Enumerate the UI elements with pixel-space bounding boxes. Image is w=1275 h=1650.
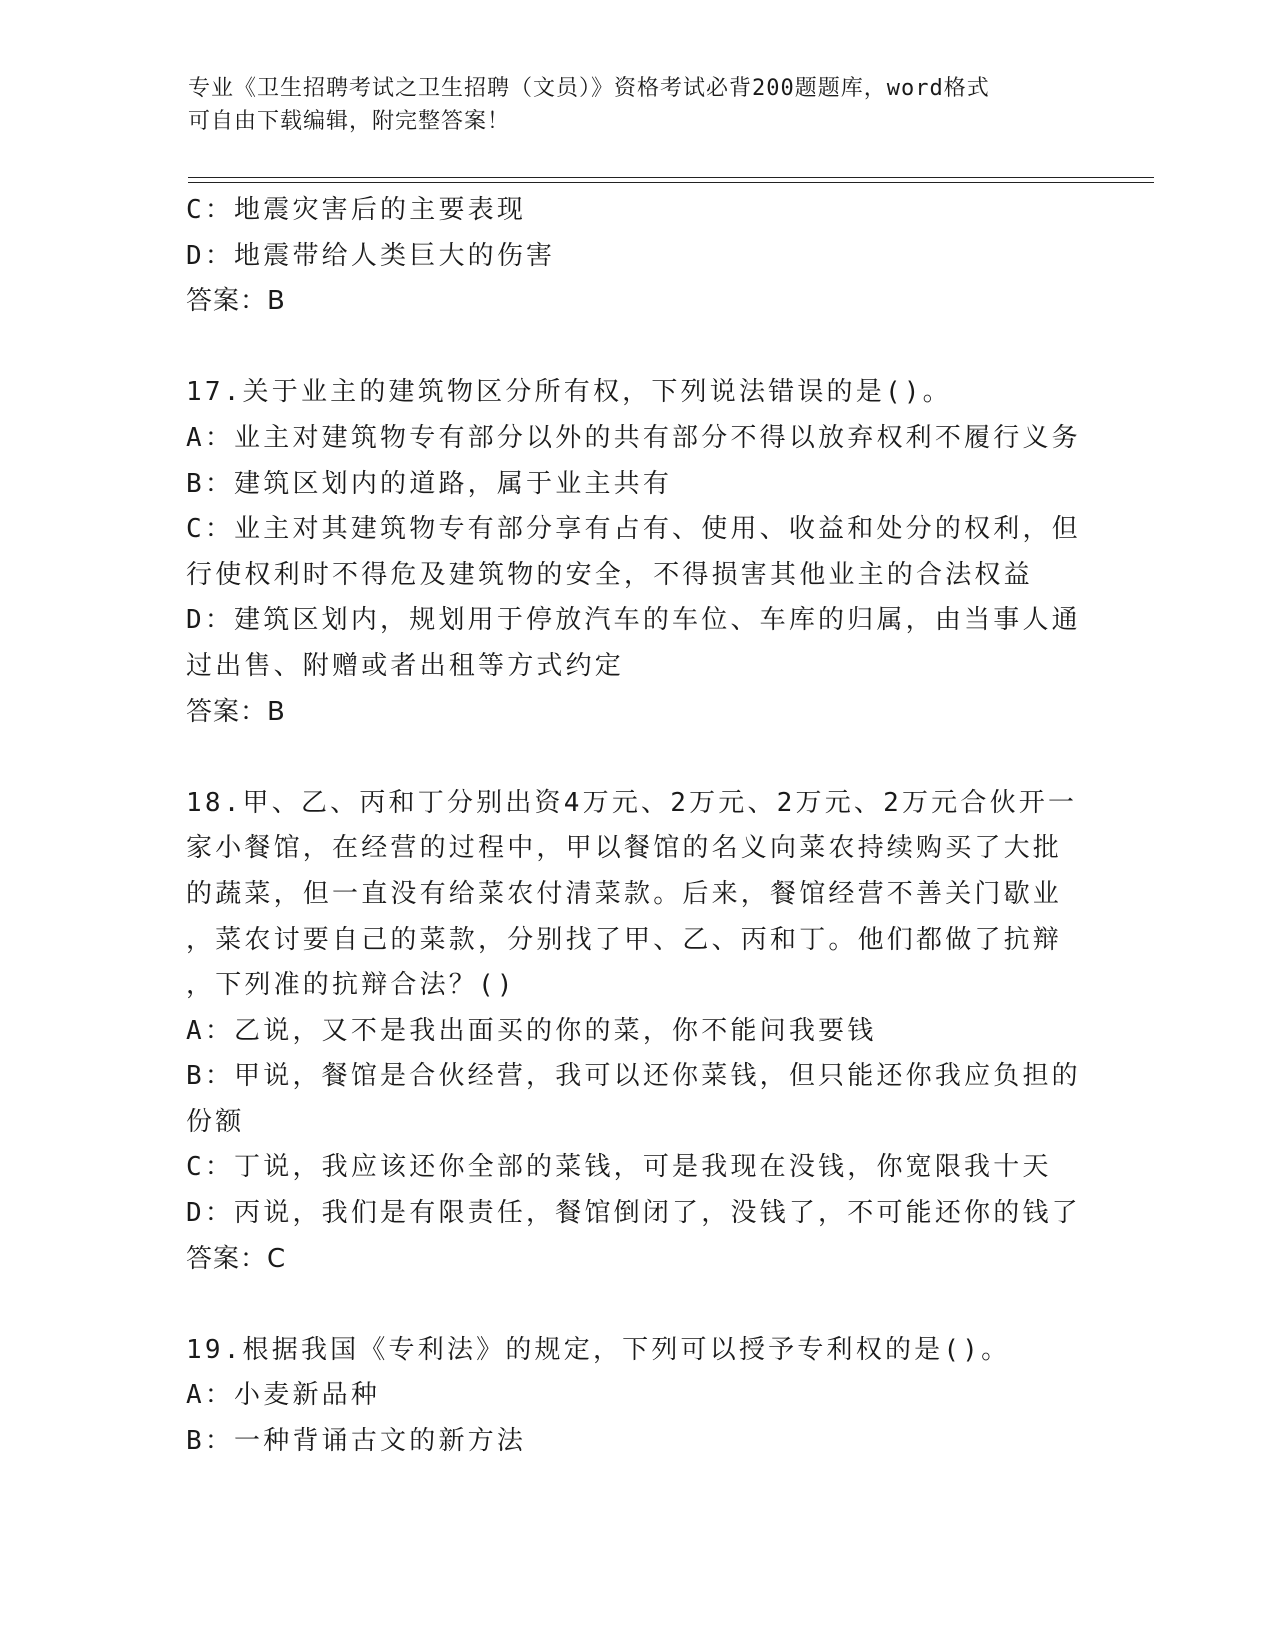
spacer <box>186 735 1086 781</box>
question-18-stem: 18.甲、乙、丙和丁分别出资4万元、2万元、2万元、2万元合伙开一 <box>186 787 1078 818</box>
spacer <box>186 325 1086 371</box>
question-19-option-a: A：小麦新品种 <box>186 1380 381 1411</box>
header-line-2: 可自由下载编辑，附完整答案！ <box>188 109 511 134</box>
option-c: C：地震灾害后的主要表现 <box>186 195 527 225</box>
spacer <box>186 1282 1086 1328</box>
question-18-stem-cont: 的蔬菜，但一直没有给菜农付清菜款。后来，餐馆经营不善关门歇业 <box>186 878 1063 909</box>
question-19-stem: 19.根据我国《专利法》的规定，下列可以授予专利权的是()。 <box>186 1334 1011 1365</box>
question-18-option-c: C：丁说，我应该还你全部的菜钱，可是我现在没钱，你宽限我十天 <box>186 1152 1052 1183</box>
question-18-option-b: B：甲说，餐馆是合伙经营，我可以还你菜钱，但只能还你我应负担的 <box>186 1061 1081 1092</box>
question-18-stem-cont: ，下列准的抗辩合法？() <box>186 970 516 1001</box>
question-18-option-d: D：丙说，我们是有限责任，餐馆倒闭了，没钱了，不可能还你的钱了 <box>186 1198 1081 1229</box>
question-17-option-a: A：业主对建筑物专有部分以外的共有部分不得以放弃权利不履行义务 <box>186 422 1081 453</box>
question-17-stem: 17.关于业主的建筑物区分所有权，下列说法错误的是()。 <box>186 377 952 408</box>
question-17-option-b: B：建筑区划内的道路，属于业主共有 <box>186 468 673 499</box>
header-divider <box>188 177 1154 183</box>
question-19-option-b: B：一种背诵古文的新方法 <box>186 1426 527 1457</box>
question-17-option-d-cont: 过出售、附赠或者出租等方式约定 <box>186 650 625 681</box>
document-body <box>186 188 1086 1465</box>
header-line-1: 专业《卫生招聘考试之卫生招聘（文员）》资格考试必背200题题库，word格式 <box>188 76 990 101</box>
question-18-option-a: A：乙说，又不是我出面买的你的菜，你不能问我要钱 <box>186 1015 877 1046</box>
question-17-option-d: D：建筑区划内，规划用于停放汽车的车位、车库的归属，由当事人通 <box>186 605 1081 636</box>
question-17-option-c: C：业主对其建筑物专有部分享有占有、使用、收益和处分的权利，但 <box>186 514 1081 545</box>
question-18-stem-cont: 家小餐馆，在经营的过程中，甲以餐馆的名义向菜农持续购买了大批 <box>186 833 1063 864</box>
question-17-answer: 答案：B <box>186 696 286 727</box>
question-17-option-c-cont: 行使权利时不得危及建筑物的安全，不得损害其他业主的合法权益 <box>186 559 1033 590</box>
question-18-answer: 答案：C <box>186 1243 287 1274</box>
answer-line: 答案：B <box>186 286 286 317</box>
document-header <box>188 72 1068 138</box>
question-18-stem-cont: ，菜农讨要自己的菜款，分别找了甲、乙、丙和丁。他们都做了抗辩 <box>186 924 1063 955</box>
option-d: D：地震带给人类巨大的伤害 <box>186 240 556 271</box>
question-18-option-b-cont: 份额 <box>186 1106 245 1137</box>
